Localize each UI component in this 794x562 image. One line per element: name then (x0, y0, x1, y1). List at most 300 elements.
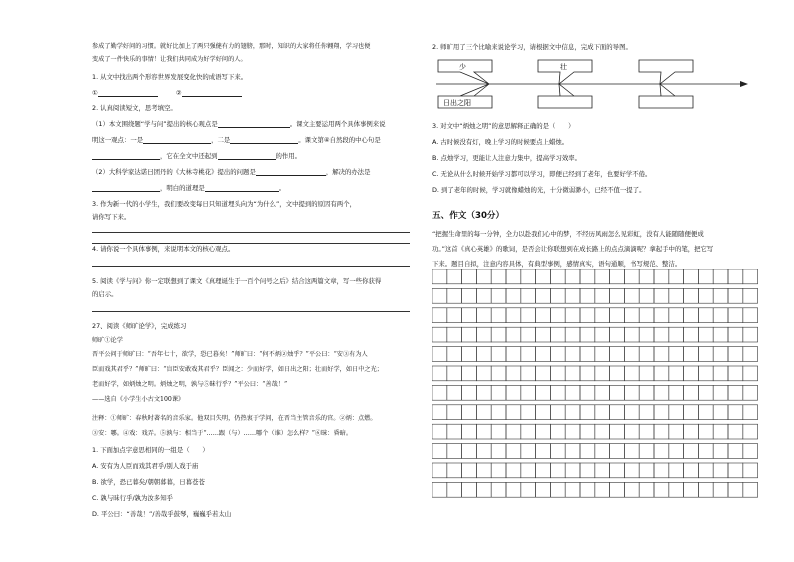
essay-grid-cell[interactable] (728, 405, 743, 420)
essay-grid-cell[interactable] (432, 327, 447, 342)
essay-grid-cell[interactable] (476, 444, 491, 459)
essay-grid-cell[interactable] (728, 463, 743, 478)
essay-grid-cell[interactable] (447, 327, 462, 342)
essay-prompt-line-2: 功。”这首《真心英雄》的歌词，是否会让你联想到在成长路上的点点滴滴呢？拿起手中的笔，把它写 (432, 245, 714, 253)
essay-grid-cell[interactable] (698, 463, 713, 478)
essay-grid-cell[interactable] (639, 327, 654, 342)
essay-grid-cell[interactable] (506, 482, 521, 497)
essay-grid-cell[interactable] (610, 347, 625, 362)
essay-grid-cell[interactable] (536, 444, 551, 459)
essay-grid-cell[interactable] (462, 444, 477, 459)
essay-grid-cell[interactable] (624, 482, 639, 497)
essay-grid-cell[interactable] (491, 482, 506, 497)
essay-grid-cell[interactable] (713, 308, 728, 323)
callout-box-candle (639, 84, 693, 108)
essay-grid-cell[interactable] (580, 444, 595, 459)
essay-grid-cell[interactable] (624, 308, 639, 323)
essay-grid-cell[interactable] (684, 385, 699, 400)
essay-grid-cell[interactable] (536, 424, 551, 439)
q2-blank-role[interactable] (218, 153, 276, 160)
essay-grid-cell[interactable] (684, 463, 699, 478)
essay-grid-cell[interactable] (536, 347, 551, 362)
essay-grid-cell[interactable] (743, 347, 758, 362)
q2-2-text-a: （2）大科学家达诺曰团丹的《大林寺桃花》提出的问题是 (92, 168, 256, 176)
essay-grid-cell[interactable] (432, 269, 447, 284)
essay-grid-cell[interactable] (536, 463, 551, 478)
essay-grid-cell[interactable] (536, 385, 551, 400)
essay-grid-cell[interactable] (610, 424, 625, 439)
essay-grid-cell[interactable] (669, 308, 684, 323)
essay-grid-cell[interactable] (639, 482, 654, 497)
essay-grid-cell[interactable] (491, 327, 506, 342)
poem-title: 师旷①论学 (92, 337, 123, 344)
essay-grid-cell[interactable] (654, 347, 669, 362)
essay-grid-cell[interactable] (476, 327, 491, 342)
essay-grid-cell[interactable] (610, 288, 625, 303)
essay-grid-cell[interactable] (654, 424, 669, 439)
essay-grid-cell[interactable] (713, 366, 728, 381)
essay-grid-cell[interactable] (565, 424, 580, 439)
essay-grid-cell[interactable] (447, 366, 462, 381)
essay-grid-cell[interactable] (462, 347, 477, 362)
essay-grid-cell[interactable] (743, 482, 758, 497)
essay-grid-cell[interactable] (521, 463, 536, 478)
q2-blank-solution[interactable] (92, 185, 160, 192)
essay-grid-cell[interactable] (698, 327, 713, 342)
essay-grid-cell[interactable] (580, 347, 595, 362)
essay-grid-cell[interactable] (654, 405, 669, 420)
essay-grid-cell[interactable] (743, 385, 758, 400)
essay-grid-cell[interactable] (743, 405, 758, 420)
essay-grid-cell[interactable] (521, 269, 536, 284)
option-c[interactable]: C. 孰与昧行乎/孰为汝多知乎 (92, 494, 173, 502)
essay-grid-cell[interactable] (506, 385, 521, 400)
essay-grid-cell[interactable] (669, 366, 684, 381)
essay-grid-cell[interactable] (698, 405, 713, 420)
essay-grid-cell[interactable] (462, 308, 477, 323)
essay-grid-cell[interactable] (447, 269, 462, 284)
q2-2-text-d: 。 (278, 184, 286, 192)
essay-grid-cell[interactable] (491, 424, 506, 439)
essay-grid-cell[interactable] (580, 366, 595, 381)
essay-grid-cell[interactable] (610, 405, 625, 420)
essay-grid-cell[interactable] (565, 444, 580, 459)
answer-line-q3-1[interactable] (92, 232, 410, 233)
option-d[interactable]: D. 平公曰：“善哉！”/善哉乎鼓琴，巍巍乎若太山 (92, 510, 232, 518)
essay-grid-cell[interactable] (462, 463, 477, 478)
essay-grid-cell[interactable] (654, 482, 669, 497)
essay-grid-cell[interactable] (639, 347, 654, 362)
essay-grid-cell[interactable] (610, 308, 625, 323)
essay-grid-cell[interactable] (550, 269, 565, 284)
answer-line-q3-2[interactable] (92, 243, 410, 244)
question-5-line-1: 5. 阅读《学与问》你一定联想到了课文《真理诞生于一百个问号之后》结合这两篇文章，写一些你获得 (92, 277, 382, 285)
essay-grid-cell[interactable] (521, 482, 536, 497)
essay-grid-cell[interactable] (669, 463, 684, 478)
essay-grid-cell[interactable] (639, 288, 654, 303)
essay-grid-cell[interactable] (713, 327, 728, 342)
essay-grid-cell[interactable] (595, 366, 610, 381)
essay-grid-cell[interactable] (713, 482, 728, 497)
essay-grid-cell[interactable] (624, 463, 639, 478)
essay-grid-cell[interactable] (624, 424, 639, 439)
essay-grid-cell[interactable] (669, 444, 684, 459)
essay-grid-cell[interactable] (595, 269, 610, 284)
essay-grid-cell[interactable] (713, 424, 728, 439)
essay-grid-cell[interactable] (565, 385, 580, 400)
essay-grid-cell[interactable] (698, 308, 713, 323)
essay-grid-cell[interactable] (654, 366, 669, 381)
essay-grid-cell[interactable] (669, 482, 684, 497)
essay-grid-cell[interactable] (432, 463, 447, 478)
essay-grid-cell[interactable] (462, 327, 477, 342)
essay-grid-cell[interactable] (506, 463, 521, 478)
essay-grid-cell[interactable] (550, 308, 565, 323)
essay-grid-cell[interactable] (728, 308, 743, 323)
essay-grid-cell[interactable] (728, 385, 743, 400)
essay-grid-cell[interactable] (565, 463, 580, 478)
essay-grid-cell[interactable] (476, 463, 491, 478)
essay-grid-cell[interactable] (698, 269, 713, 284)
right-question-3: 3. 对文中“炳烛之明”的意思解释正确的是（ ） (432, 122, 575, 130)
essay-grid-cell[interactable] (536, 405, 551, 420)
essay-grid-cell[interactable] (476, 405, 491, 420)
essay-grid-cell[interactable] (462, 405, 477, 420)
essay-grid-cell[interactable] (462, 385, 477, 400)
essay-grid-cell[interactable] (521, 347, 536, 362)
essay-grid-cell[interactable] (491, 288, 506, 303)
essay-grid-cell[interactable] (462, 424, 477, 439)
essay-grid-cell[interactable] (580, 463, 595, 478)
essay-grid-cell[interactable] (521, 444, 536, 459)
essay-grid-cell[interactable] (432, 424, 447, 439)
essay-grid-cell[interactable] (654, 463, 669, 478)
essay-grid-cell[interactable] (447, 288, 462, 303)
essay-grid-cell[interactable] (743, 424, 758, 439)
essay-grid-cell[interactable] (536, 327, 551, 342)
essay-grid-cell[interactable] (595, 288, 610, 303)
essay-grid-cell[interactable] (476, 482, 491, 497)
essay-grid-cell[interactable] (432, 405, 447, 420)
essay-grid-cell[interactable] (698, 385, 713, 400)
essay-grid-cell[interactable] (743, 463, 758, 478)
essay-grid-cell[interactable] (536, 269, 551, 284)
essay-grid-cell[interactable] (684, 308, 699, 323)
essay-grid-cell[interactable] (580, 482, 595, 497)
essay-grid-cell[interactable] (728, 269, 743, 284)
essay-grid-cell[interactable] (595, 347, 610, 362)
essay-grid-cell[interactable] (550, 424, 565, 439)
essay-grid-cell[interactable] (580, 405, 595, 420)
essay-grid-cell[interactable] (698, 288, 713, 303)
essay-grid-cell[interactable] (684, 347, 699, 362)
essay-grid-cell[interactable] (669, 288, 684, 303)
answer-blank-1[interactable] (98, 90, 158, 97)
essay-grid-cell[interactable] (728, 444, 743, 459)
essay-grid-cell[interactable] (684, 424, 699, 439)
essay-grid-cell[interactable] (491, 347, 506, 362)
option-b[interactable]: B. 欲学，恐已暮矣/朝朝暮暮，日暮苍苍 (92, 478, 205, 486)
right-option-a[interactable]: A. 古时候没有灯，晚上学习的时候要点上蜡烛。 (432, 138, 569, 146)
essay-grid-cell[interactable] (521, 424, 536, 439)
essay-grid-cell[interactable] (743, 444, 758, 459)
essay-grid-cell[interactable] (654, 288, 669, 303)
essay-grid-cell[interactable] (550, 366, 565, 381)
essay-grid-cell[interactable] (595, 424, 610, 439)
essay-grid-cell[interactable] (491, 366, 506, 381)
essay-grid-cell[interactable] (565, 327, 580, 342)
essay-grid-cell[interactable] (491, 463, 506, 478)
essay-grid-cell[interactable] (639, 385, 654, 400)
essay-prompt-line-1: “把握生命里的每一分钟，全力以赴我们心中的梦，不经历风雨怎么见彩虹，没有人能随随便便成 (432, 230, 704, 238)
essay-grid-cell[interactable] (743, 366, 758, 381)
essay-grid-cell[interactable] (506, 269, 521, 284)
essay-grid-cell[interactable] (550, 405, 565, 420)
essay-grid-cell[interactable] (728, 482, 743, 497)
answer-blank-2[interactable] (182, 90, 242, 97)
essay-grid-cell[interactable] (728, 288, 743, 303)
essay-grid-cell[interactable] (639, 308, 654, 323)
essay-grid-cell[interactable] (669, 385, 684, 400)
essay-grid-cell[interactable] (550, 482, 565, 497)
essay-grid-cell[interactable] (550, 327, 565, 342)
q2-blank-example-1[interactable] (143, 137, 211, 144)
essay-grid-cell[interactable] (506, 347, 521, 362)
essay-grid-cell[interactable] (684, 482, 699, 497)
essay-grid-cell[interactable] (595, 482, 610, 497)
essay-grid-cell[interactable] (743, 327, 758, 342)
question-27: 27、阅读《师旷论学》，完成练习 (92, 322, 187, 330)
essay-grid-cell[interactable] (654, 444, 669, 459)
essay-grid-cell[interactable] (476, 424, 491, 439)
essay-grid-cell[interactable] (654, 385, 669, 400)
essay-grid-cell[interactable] (536, 308, 551, 323)
essay-grid-cell[interactable] (506, 366, 521, 381)
essay-grid-cell[interactable] (462, 366, 477, 381)
essay-grid-cell[interactable] (624, 269, 639, 284)
essay-grid-cell[interactable] (610, 482, 625, 497)
essay-grid-cell[interactable] (669, 347, 684, 362)
essay-grid-cell[interactable] (713, 463, 728, 478)
essay-grid-cell[interactable] (550, 347, 565, 362)
right-option-c[interactable]: C. 无论从什么时候开始学习都可以学习，即便已经到了老年，也要好学不倦。 (432, 170, 652, 178)
essay-grid-cell[interactable] (565, 347, 580, 362)
essay-grid-cell[interactable] (462, 482, 477, 497)
essay-grid-cell[interactable] (536, 288, 551, 303)
essay-grid-cell[interactable] (639, 424, 654, 439)
essay-grid-cell[interactable] (713, 385, 728, 400)
essay-grid-cell[interactable] (432, 482, 447, 497)
option-a[interactable]: A. 安有为人臣而戏其君乎/别人戏于庙 (92, 462, 199, 470)
intro-line-1: 参成了勤学好问的习惯。就好比加上了两只强健有力的翅膀，那时，知识的大家将任你翱翔，学习也便 (92, 43, 371, 50)
essay-grid-cell[interactable] (476, 366, 491, 381)
essay-grid-cell[interactable] (698, 366, 713, 381)
essay-grid-cell[interactable] (550, 288, 565, 303)
essay-grid-cell[interactable] (728, 424, 743, 439)
essay-grid-cell[interactable] (432, 444, 447, 459)
q2-blank-central-sentence[interactable] (92, 153, 160, 160)
essay-grid-cell[interactable] (698, 424, 713, 439)
essay-grid-cell[interactable] (565, 308, 580, 323)
essay-grid-cell[interactable] (654, 269, 669, 284)
essay-grid-cell[interactable] (639, 463, 654, 478)
essay-grid-cell[interactable] (521, 288, 536, 303)
essay-grid-cell[interactable] (432, 288, 447, 303)
essay-grid-cell[interactable] (447, 482, 462, 497)
q2-blank-example-2[interactable] (230, 137, 298, 144)
essay-grid-cell[interactable] (432, 308, 447, 323)
essay-grid-cell[interactable] (521, 308, 536, 323)
essay-grid-cell[interactable] (595, 463, 610, 478)
notes-line-2: ③安：哪。④戏：戏弄。⑤孰与：相当于“……跟（与）……哪个（谁）怎么样？”⑥昧：昏暗。 (92, 430, 353, 437)
essay-grid-cell[interactable] (595, 405, 610, 420)
essay-grid-cell[interactable] (580, 288, 595, 303)
essay-grid-cell[interactable] (580, 327, 595, 342)
essay-grid-cell[interactable] (521, 366, 536, 381)
essay-grid-cell[interactable] (713, 347, 728, 362)
essay-grid-cell[interactable] (565, 405, 580, 420)
essay-writing-grid[interactable] (432, 269, 758, 549)
essay-grid-cell[interactable] (491, 444, 506, 459)
question-3-line-1: 3. 作为新一代的小学生，我们要改变每日只知道埋头向为“为什么”，文中提到的原因有两个， (92, 200, 356, 208)
essay-grid-cell[interactable] (506, 444, 521, 459)
essay-grid-cell[interactable] (506, 405, 521, 420)
essay-grid-cell[interactable] (624, 288, 639, 303)
essay-grid-cell[interactable] (506, 288, 521, 303)
essay-grid-cell[interactable] (447, 444, 462, 459)
essay-grid-cell[interactable] (610, 444, 625, 459)
essay-grid-cell[interactable] (684, 269, 699, 284)
essay-grid-cell[interactable] (506, 308, 521, 323)
essay-grid-svg[interactable] (432, 269, 758, 549)
essay-grid-cell[interactable] (728, 366, 743, 381)
essay-grid-cell[interactable] (521, 405, 536, 420)
essay-grid-cell[interactable] (550, 444, 565, 459)
essay-grid-cell[interactable] (684, 405, 699, 420)
right-option-b[interactable]: B. 点烛学习，更能让人注意力集中，提高学习效率。 (432, 154, 582, 162)
essay-grid-cell[interactable] (595, 308, 610, 323)
q2-blank-lesson[interactable] (205, 185, 279, 192)
essay-grid-cell[interactable] (624, 405, 639, 420)
essay-grid-cell[interactable] (580, 308, 595, 323)
essay-grid-cell[interactable] (580, 385, 595, 400)
essay-grid-cell[interactable] (639, 444, 654, 459)
essay-grid-cell[interactable] (669, 327, 684, 342)
essay-grid-cell[interactable] (743, 288, 758, 303)
essay-grid-cell[interactable] (639, 366, 654, 381)
essay-grid-cell[interactable] (669, 405, 684, 420)
essay-grid-cell[interactable] (506, 424, 521, 439)
essay-grid-cell[interactable] (684, 366, 699, 381)
essay-grid-cell[interactable] (728, 347, 743, 362)
essay-grid-cell[interactable] (447, 463, 462, 478)
essay-grid-cell[interactable] (595, 444, 610, 459)
essay-grid-cell[interactable] (713, 288, 728, 303)
essay-grid-cell[interactable] (624, 444, 639, 459)
q2-blank-core-view[interactable] (218, 121, 290, 128)
essay-grid-cell[interactable] (565, 269, 580, 284)
essay-grid-cell[interactable] (580, 269, 595, 284)
essay-grid-cell[interactable] (432, 347, 447, 362)
essay-grid-cell[interactable] (698, 347, 713, 362)
essay-grid-cell[interactable] (610, 385, 625, 400)
essay-grid-cell[interactable] (447, 308, 462, 323)
essay-grid-cell[interactable] (728, 327, 743, 342)
essay-grid-cell[interactable] (565, 366, 580, 381)
essay-grid-cell[interactable] (476, 308, 491, 323)
essay-grid-cell[interactable] (550, 463, 565, 478)
essay-grid-cell[interactable] (462, 288, 477, 303)
essay-grid-cell[interactable] (447, 347, 462, 362)
essay-grid-cell[interactable] (624, 347, 639, 362)
essay-grid-cell[interactable] (432, 366, 447, 381)
essay-grid-cell[interactable] (698, 482, 713, 497)
essay-grid-cell[interactable] (536, 482, 551, 497)
answer-line-q5-1[interactable] (92, 311, 410, 312)
essay-grid-cell[interactable] (654, 327, 669, 342)
essay-grid-cell[interactable] (536, 366, 551, 381)
essay-grid-cell[interactable] (698, 444, 713, 459)
essay-grid-cell[interactable] (595, 385, 610, 400)
essay-grid-cell[interactable] (432, 385, 447, 400)
essay-grid-cell[interactable] (565, 288, 580, 303)
essay-grid-cell[interactable] (447, 385, 462, 400)
essay-grid-cell[interactable] (654, 308, 669, 323)
essay-grid-cell[interactable] (491, 405, 506, 420)
essay-grid-cell[interactable] (743, 269, 758, 284)
essay-grid-cell[interactable] (506, 327, 521, 342)
essay-grid-cell[interactable] (684, 327, 699, 342)
essay-grid-cell[interactable] (521, 385, 536, 400)
essay-grid-cell[interactable] (624, 366, 639, 381)
essay-grid-cell[interactable] (713, 405, 728, 420)
essay-grid-cell[interactable] (476, 347, 491, 362)
essay-grid-cell[interactable] (491, 308, 506, 323)
essay-grid-cell[interactable] (624, 327, 639, 342)
essay-grid-cell[interactable] (521, 327, 536, 342)
essay-grid-cell[interactable] (743, 308, 758, 323)
essay-grid-cell[interactable] (624, 385, 639, 400)
essay-grid-cell[interactable] (476, 269, 491, 284)
essay-grid-cell[interactable] (684, 288, 699, 303)
essay-grid-cell[interactable] (713, 444, 728, 459)
essay-grid-cell[interactable] (476, 288, 491, 303)
answer-line-q4-1[interactable] (92, 266, 410, 267)
essay-grid-cell[interactable] (639, 405, 654, 420)
essay-grid-cell[interactable] (447, 405, 462, 420)
essay-grid-cell[interactable] (713, 269, 728, 284)
essay-grid-cell[interactable] (580, 424, 595, 439)
essay-grid-cell[interactable] (491, 385, 506, 400)
essay-grid-cell[interactable] (610, 463, 625, 478)
q2-blank-question-raised[interactable] (256, 169, 326, 176)
essay-grid-cell[interactable] (550, 385, 565, 400)
essay-grid-cell[interactable] (447, 424, 462, 439)
essay-grid-cell[interactable] (684, 444, 699, 459)
right-option-d[interactable]: D. 到了老年的时候，学习就像蜡烛的光，十分微弱渺小，已经不值一提了。 (432, 186, 646, 194)
essay-grid-cell[interactable] (595, 327, 610, 342)
essay-grid-cell[interactable] (491, 269, 506, 284)
essay-grid-cell[interactable] (669, 269, 684, 284)
essay-grid-cell[interactable] (639, 269, 654, 284)
essay-grid-cell[interactable] (565, 482, 580, 497)
essay-grid-cell[interactable] (610, 269, 625, 284)
essay-grid-cell[interactable] (610, 327, 625, 342)
essay-grid-cell[interactable] (610, 366, 625, 381)
essay-grid-cell[interactable] (462, 269, 477, 284)
essay-grid-cell[interactable] (669, 424, 684, 439)
essay-grid-cell[interactable] (476, 385, 491, 400)
